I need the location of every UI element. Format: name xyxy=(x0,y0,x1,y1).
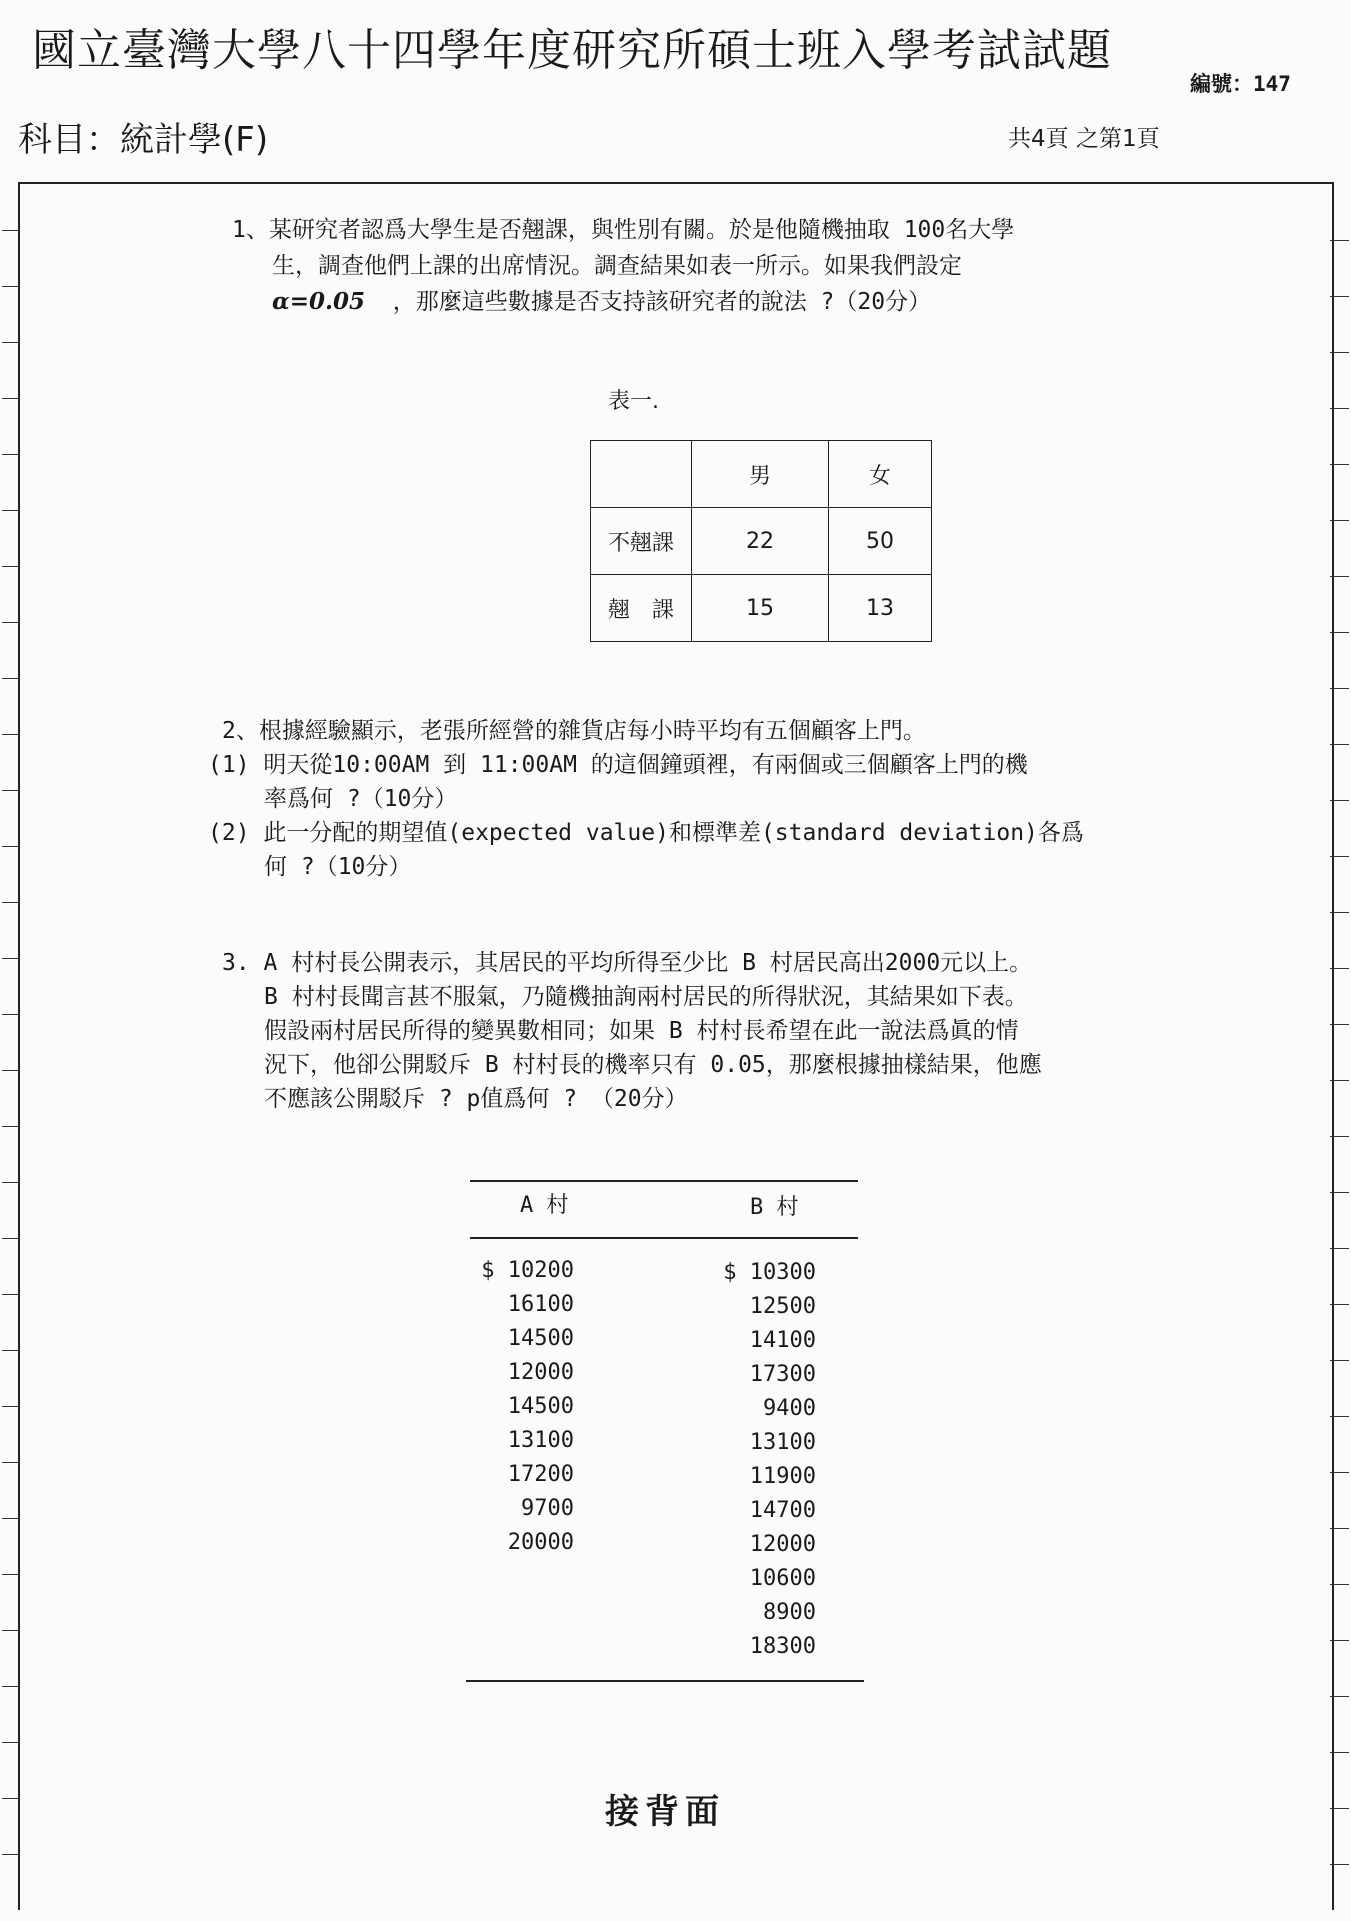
income-value: 16100 xyxy=(507,1292,574,1317)
q2-line-1: 2、根據經驗顯示，老張所經營的雜貨店每小時平均有五個顧客上門。 xyxy=(222,718,926,744)
table-2-top-rule xyxy=(470,1180,858,1182)
income-value: 13100 xyxy=(507,1428,574,1453)
margin-tick xyxy=(2,734,18,735)
margin-tick xyxy=(2,566,18,567)
margin-tick xyxy=(1330,1584,1349,1585)
margin-tick xyxy=(1330,408,1349,409)
margin-tick xyxy=(2,622,18,623)
question-1 xyxy=(232,212,1014,320)
income-value: 9700 xyxy=(521,1496,574,1521)
table-cell: 翹 課 xyxy=(591,575,692,642)
margin-tick xyxy=(1330,1136,1349,1137)
table-cell: 13 xyxy=(829,575,932,642)
table-1-caption: 表一. xyxy=(608,389,659,414)
margin-tick xyxy=(1330,520,1349,521)
margin-tick xyxy=(2,1518,18,1519)
margin-tick xyxy=(2,286,18,287)
margin-tick xyxy=(2,846,18,847)
table-header-female: 女 xyxy=(829,441,932,508)
income-value: 18300 xyxy=(749,1634,816,1659)
margin-tick xyxy=(1330,1416,1349,1417)
q2-line-3: 率爲何 ?（10分） xyxy=(264,786,458,812)
question-2 xyxy=(208,714,1084,884)
q3-line-2: B 村村長聞言甚不服氣，乃隨機抽詢兩村居民的所得狀況，其結果如下表。 xyxy=(264,984,1028,1010)
margin-tick xyxy=(1330,464,1349,465)
margin-tick xyxy=(1330,968,1349,969)
margin-tick xyxy=(2,1182,18,1183)
table-cell: 22 xyxy=(692,508,829,575)
income-value: 17200 xyxy=(507,1462,574,1487)
income-value: 9400 xyxy=(763,1396,816,1421)
col-b-header: B 村 xyxy=(750,1195,799,1220)
margin-tick xyxy=(2,1574,18,1575)
q2-line-5: 何 ?（10分） xyxy=(264,854,412,880)
margin-tick xyxy=(1330,1024,1349,1025)
table-cell: 不翹課 xyxy=(591,508,692,575)
income-value: 12000 xyxy=(507,1360,574,1385)
table-cell: 15 xyxy=(692,575,829,642)
income-value: 11900 xyxy=(749,1464,816,1489)
income-value: 8900 xyxy=(763,1600,816,1625)
margin-tick xyxy=(1330,744,1349,745)
margin-tick xyxy=(1330,800,1349,801)
income-value: 12500 xyxy=(749,1294,816,1319)
exam-title: 國立臺灣大學八十四學年度研究所碩士班入學考試試題 xyxy=(32,25,1112,76)
continued-on-back: 接背面 xyxy=(605,1792,725,1832)
margin-tick xyxy=(1330,296,1349,297)
q1-line-1: 1、某研究者認爲大學生是否翹課，與性別有關。於是他隨機抽取 100名大學 xyxy=(232,217,1015,243)
margin-tick xyxy=(1330,632,1349,633)
margin-tick xyxy=(2,1294,18,1295)
margin-tick xyxy=(2,1350,18,1351)
margin-tick xyxy=(1330,1864,1349,1865)
page-count: 共4頁 之第1頁 xyxy=(1008,126,1160,152)
margin-tick xyxy=(1330,1808,1349,1809)
table-1 xyxy=(590,440,932,642)
margin-tick xyxy=(1330,1248,1349,1249)
margin-tick xyxy=(1330,1640,1349,1641)
income-value: $ 10200 xyxy=(481,1258,574,1283)
margin-tick xyxy=(2,1406,18,1407)
margin-tick xyxy=(1330,912,1349,913)
margin-tick xyxy=(2,1686,18,1687)
q1-line-3: α=0.05 ，那麼這些數據是否支持該研究者的說法 ?（20分） xyxy=(272,288,932,315)
margin-tick xyxy=(2,902,18,903)
margin-tick xyxy=(1330,1752,1349,1753)
margin-tick xyxy=(1330,1472,1349,1473)
margin-tick xyxy=(2,790,18,791)
income-value: 10600 xyxy=(749,1566,816,1591)
table-row xyxy=(591,575,932,642)
margin-tick xyxy=(2,1854,18,1855)
margin-tick xyxy=(2,454,18,455)
margin-tick xyxy=(2,958,18,959)
q3-line-5: 不應該公開駁斥 ? p值爲何 ? （20分） xyxy=(264,1086,688,1112)
margin-tick xyxy=(2,1070,18,1071)
income-value: 17300 xyxy=(749,1362,816,1387)
exam-code: 編號：147 xyxy=(1190,72,1291,96)
margin-tick xyxy=(2,678,18,679)
question-3 xyxy=(222,946,1042,1116)
income-value: 14500 xyxy=(507,1326,574,1351)
margin-tick xyxy=(1330,1192,1349,1193)
subject-label: 科目：統計學(F) xyxy=(18,120,269,160)
margin-tick xyxy=(1330,1360,1349,1361)
income-value: 12000 xyxy=(749,1532,816,1557)
table-header-empty xyxy=(591,441,692,508)
q2-line-4: (2) 此一分配的期望值(expected value)和標準差(standard deviation)各爲 xyxy=(208,820,1084,846)
income-value: 20000 xyxy=(507,1530,574,1555)
alpha-value: α=0.05 xyxy=(272,288,365,315)
margin-tick xyxy=(2,1630,18,1631)
q3-line-1: 3. A 村村長公開表示，其居民的平均所得至少比 B 村居民高出2000元以上。 xyxy=(222,950,1033,976)
margin-tick xyxy=(2,1238,18,1239)
margin-tick xyxy=(1330,240,1349,241)
margin-tick xyxy=(2,1014,18,1015)
q1-line-2: 生，調查他們上課的出席情況。調查結果如表一所示。如果我們設定 xyxy=(272,253,962,279)
margin-tick xyxy=(1330,688,1349,689)
col-a-values xyxy=(470,1254,574,1560)
margin-tick xyxy=(1330,1528,1349,1529)
income-value: 13100 xyxy=(749,1430,816,1455)
col-b-values xyxy=(700,1256,816,1664)
margin-tick xyxy=(2,398,18,399)
table-row xyxy=(591,508,932,575)
margin-tick xyxy=(2,342,18,343)
table-header-male: 男 xyxy=(692,441,829,508)
col-a-header: A 村 xyxy=(520,1193,569,1218)
margin-tick xyxy=(1330,1304,1349,1305)
margin-tick xyxy=(1330,1696,1349,1697)
margin-tick xyxy=(1330,576,1349,577)
q2-line-2: (1) 明天從10:00AM 到 11:00AM 的這個鐘頭裡，有兩個或三個顧客上門的機 xyxy=(208,752,1028,778)
table-2-header-rule xyxy=(470,1237,858,1239)
table-cell: 50 xyxy=(829,508,932,575)
margin-tick xyxy=(2,230,18,231)
margin-tick xyxy=(2,1462,18,1463)
table-2-bottom-rule xyxy=(466,1680,864,1682)
margin-tick xyxy=(1330,856,1349,857)
income-value: 14700 xyxy=(749,1498,816,1523)
margin-tick xyxy=(2,1742,18,1743)
margin-tick xyxy=(2,510,18,511)
income-value: 14500 xyxy=(507,1394,574,1419)
margin-tick xyxy=(2,1126,18,1127)
q3-line-3: 假設兩村居民所得的變異數相同；如果 B 村村長希望在此一說法爲眞的情 xyxy=(264,1018,1019,1044)
income-value: 14100 xyxy=(749,1328,816,1353)
income-value: $ 10300 xyxy=(723,1260,816,1285)
table-row xyxy=(591,441,932,508)
q3-line-4: 況下，他卻公開駁斥 B 村村長的機率只有 0.05，那麼根據抽樣結果，他應 xyxy=(264,1052,1042,1078)
margin-tick xyxy=(1330,1080,1349,1081)
margin-tick xyxy=(1330,352,1349,353)
margin-tick xyxy=(2,1798,18,1799)
